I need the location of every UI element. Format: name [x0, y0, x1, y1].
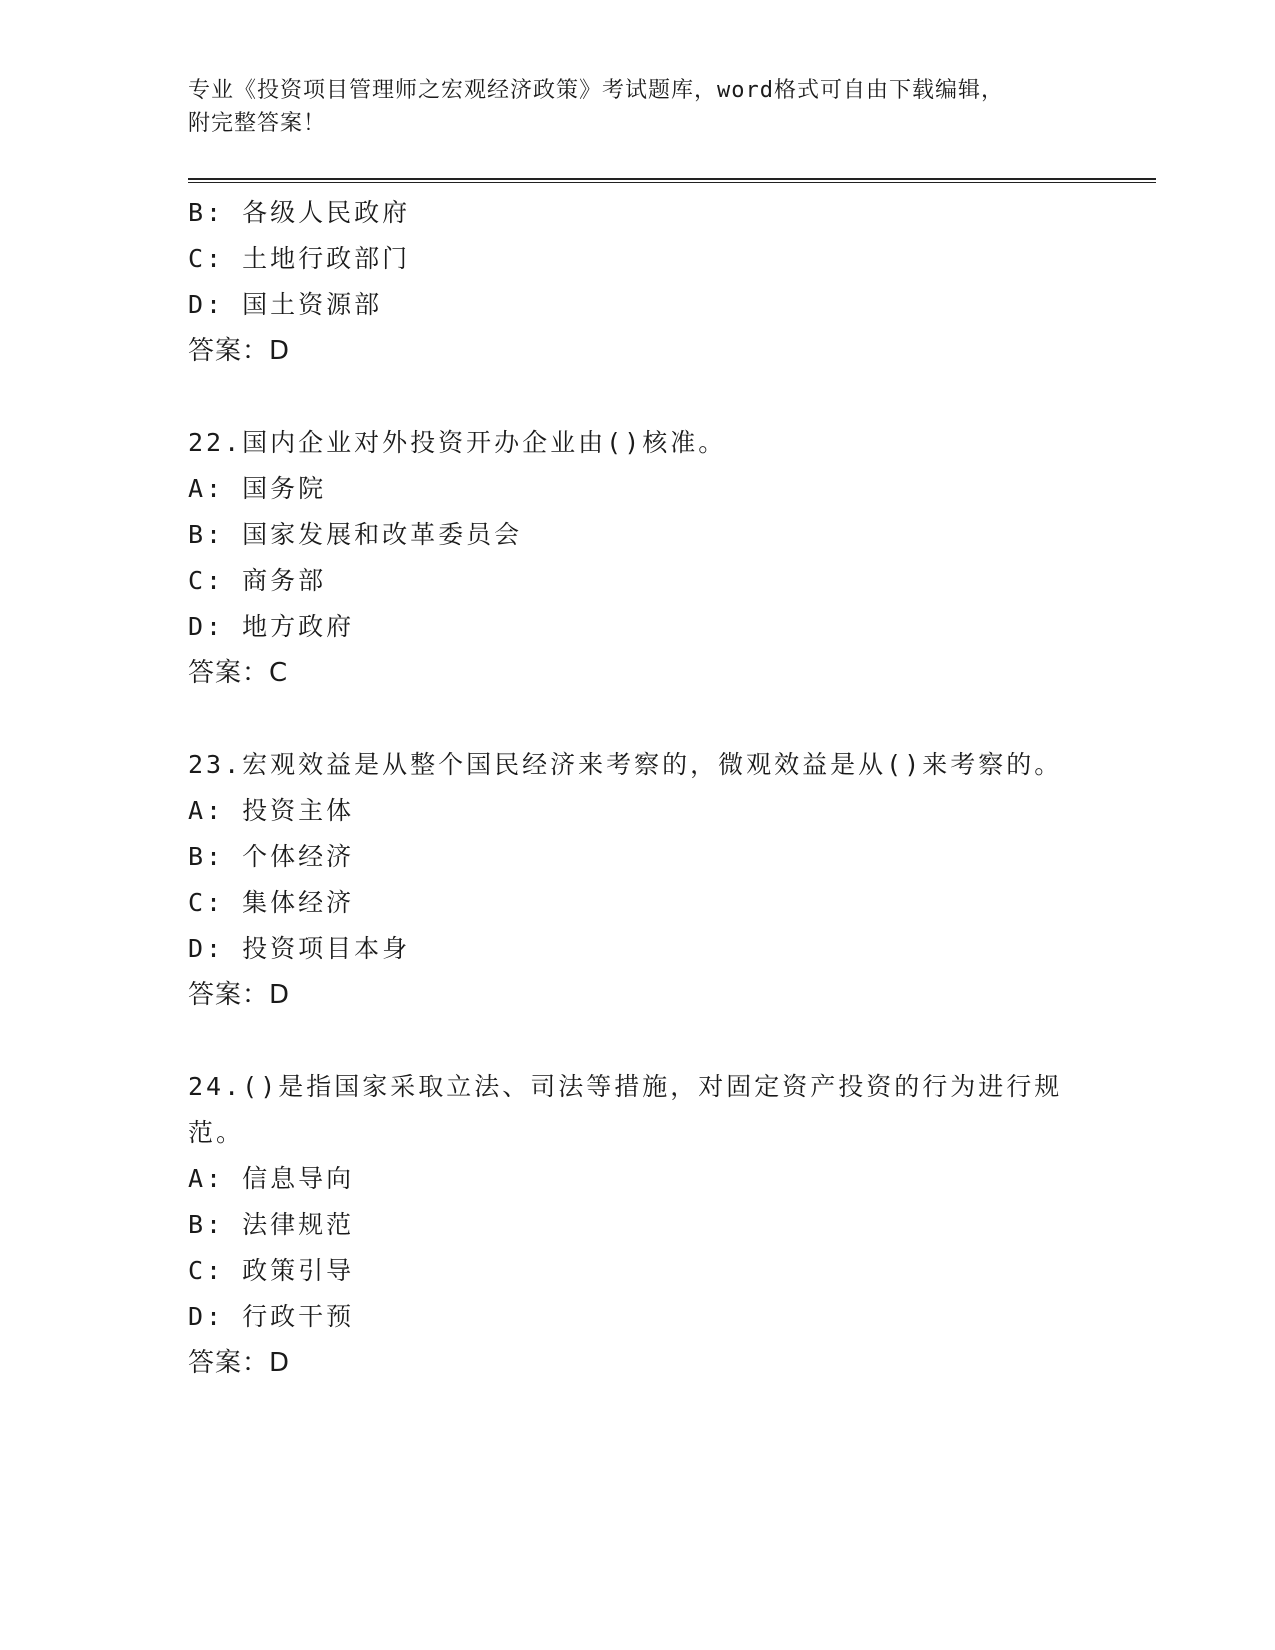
question-24	[188, 1064, 1088, 1386]
option-c: C: 土地行政部门	[188, 244, 411, 273]
option-b: B: 个体经济	[188, 842, 355, 871]
question-text: 22.国内企业对外投资开办企业由()核准。	[188, 428, 727, 457]
question-list	[188, 190, 1088, 1386]
option-c: C: 商务部	[188, 566, 327, 595]
document-header	[188, 74, 1088, 140]
option-a: A: 国务院	[188, 474, 327, 503]
option-d: D: 投资项目本身	[188, 934, 411, 963]
answer-line: 答案：D	[188, 980, 291, 1010]
option-a: A: 投资主体	[188, 796, 355, 825]
header-line-2: 附完整答案！	[188, 111, 327, 136]
option-b: B: 国家发展和改革委员会	[188, 520, 523, 549]
option-b: B: 法律规范	[188, 1210, 355, 1239]
option-c: C: 集体经济	[188, 888, 355, 917]
answer-line: 答案：D	[188, 336, 291, 366]
answer-line: 答案：D	[188, 1348, 291, 1378]
question-23	[188, 742, 1088, 1018]
option-b: B: 各级人民政府	[188, 198, 411, 227]
header-line-1: 专业《投资项目管理师之宏观经济政策》考试题库，word格式可自由下载编辑，	[188, 78, 1004, 103]
question-text: 24.()是指国家采取立法、司法等措施，对固定资产投资的行为进行规范。	[188, 1072, 1063, 1147]
option-a: A: 信息导向	[188, 1164, 355, 1193]
question-22	[188, 420, 1088, 696]
question-text: 23.宏观效益是从整个国民经济来考察的，微观效益是从()来考察的。	[188, 750, 1063, 779]
option-d: D: 地方政府	[188, 612, 355, 641]
option-d: D: 行政干预	[188, 1302, 355, 1331]
header-divider	[188, 178, 1156, 183]
partial-question	[188, 190, 1088, 374]
answer-line: 答案：C	[188, 658, 289, 688]
option-d: D: 国土资源部	[188, 290, 383, 319]
option-c: C: 政策引导	[188, 1256, 355, 1285]
